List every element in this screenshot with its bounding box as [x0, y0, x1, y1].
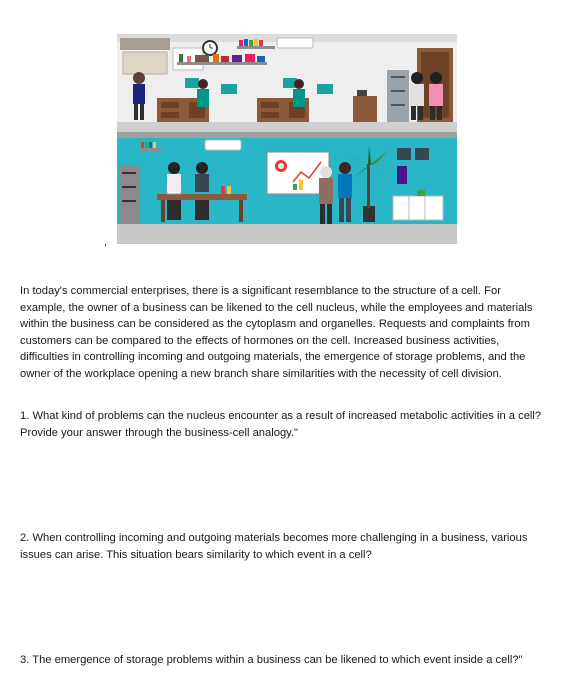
- person-figure: [167, 162, 181, 220]
- question-2: 2. When controlling incoming and outgoing materials becomes more challenging in a business, various issues can arise. This situation bears similarity to which event in a cell?: [20, 532, 528, 561]
- intro-paragraph: In today's commercial enterprises, there is a significant resemblance to the structure of a cell. For example, the owner of a business can be likened to the cell nucleus, while the employees and materials within the business can be considered as the cytoplasm and organelles. Requests and complaints from customers can be compared to the effects of hormones on the cell. Increased business activities, difficulties in controlling incoming and outgoing materials, the emergence of storage problems, and the owner of the workplace opening a new branch share similarities with the necessity of cell division.: [20, 285, 533, 380]
- person-figure: [293, 79, 305, 107]
- person-figure: [195, 162, 209, 220]
- person-figure: [197, 79, 209, 107]
- question-1: 1. What kind of problems can the nucleus encounter as a result of increased metabolic activities in a cell? Provide your answer through the business-cell analogy.": [20, 410, 542, 439]
- stray-mark: ,: [104, 236, 108, 248]
- office-illustration: [117, 34, 457, 244]
- question-3: 3. The emergence of storage problems within a business can be likened to which event inside a cell?": [20, 654, 523, 666]
- clock-icon: [202, 40, 218, 56]
